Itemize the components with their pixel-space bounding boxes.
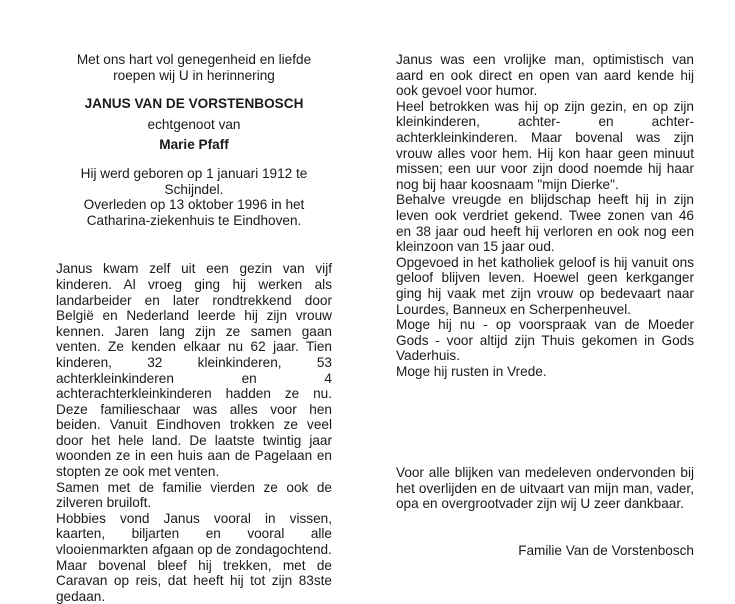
death-place-line: Catharina-ziekenhuis te Eindhoven. (86, 212, 302, 228)
character-text (396, 52, 694, 379)
intro (56, 52, 332, 83)
life-dates (56, 166, 332, 228)
right-column (396, 0, 694, 379)
biography-paragraph: Maar bovenal bleef hij trekken, met de Caravan op reis, dat heeft hij tot zijn 83ste gedaan. (56, 557, 332, 604)
birth-line: Hij werd geboren op 1 januari 1912 te Schijndel. (80, 165, 308, 197)
biography-paragraph: Samen met de familie vierden ze ook de zilveren bruiloft. (56, 479, 332, 511)
spouse-name: Marie Pfaff (159, 137, 229, 153)
character-paragraph: Moge hij rusten in Vrede. (396, 363, 547, 379)
deceased-name: JANUS VAN DE VORSTENBOSCH (84, 96, 304, 112)
character-paragraph: Janus was een vrolijke man, optimistisch van aard en ook direct en open van aard kende hij ook gevoel voor humor. (396, 52, 694, 99)
biography-paragraph: Hobbies vond Janus vooral in vissen, kaarten, biljarten en vooral alle vlooienmarkten afgaan op de zondagochtend. (56, 510, 332, 558)
biography (56, 261, 332, 604)
intro-line-1: Met ons hart vol genegenheid en liefde (76, 52, 312, 67)
intro-line-2: roepen wij U in herinnering (113, 67, 275, 83)
thanks-block (396, 465, 694, 512)
left-column (56, 0, 332, 604)
character-paragraph: Behalve vreugde en blijdschap heeft hij in zijn leven ook verdriet gekend. Twee zonen van 46 en 38 jaar oud heeft hij verloren en ook nog een kleinzoon van 15 jaar oud. (396, 192, 694, 255)
character-paragraph: Opgevoed in het katholiek geloof is hij vanuit ons geloof blijven leven. Hoewel geen kerkganger ging hij vaak met zijn vrouw op bedevaart naar Lourdes, Banneux en Scherpenheuvel. (396, 254, 694, 317)
death-line: Overleden op 13 oktober 1996 in het (83, 197, 305, 213)
character-paragraph: Moge hij nu - op voorspraak van de Moeder Gods - voor altijd zijn Thuis gekomen in Gods Vaderhuis. (396, 317, 694, 364)
biography-paragraph: Janus kwam zelf uit een gezin van vijf kinderen. Al vroeg ging hij werken als landarbeider en later rondtrekkend door België en Nederland leerde hij zijn vrouw kennen. Jaren lang zijn ze samen gaan venten. Ze kenden elkaar nu 62 jaar. Tien kinderen, 32 kleinkinderen, 53 achterkleinkinderen en 4 achterachterkleinkinderen hadden ze nu. Deze familieschaar was alles voor hen beiden. Vanuit Eindhoven trokken ze veel door het hele land. De laatste twintig jaar woonden ze in een huis aan de Pagelaan en stopten ze ook met venten. (56, 261, 332, 480)
character-paragraph: Heel betrokken was hij op zijn gezin, en op zijn kleinkinderen, achter- en achter-achterkleinkinderen. Maar bovenal was zijn vrouw alles voor hem. Hij kon haar geen minuut missen; een uur voor zijn dood noemde hij haar nog bij haar koosnaam "mijn Dierke". (396, 98, 694, 192)
family-signature: Familie Van de Vorstenbosch (518, 543, 694, 558)
spouse-label: echtgenoot van (147, 116, 241, 132)
thanks-text: Voor alle blijken van medeleven ondervonden bij het overlijden en de uitvaart van mijn man, vader, opa en overgrootvader zijn wij U zeer dankbaar. (396, 465, 694, 512)
